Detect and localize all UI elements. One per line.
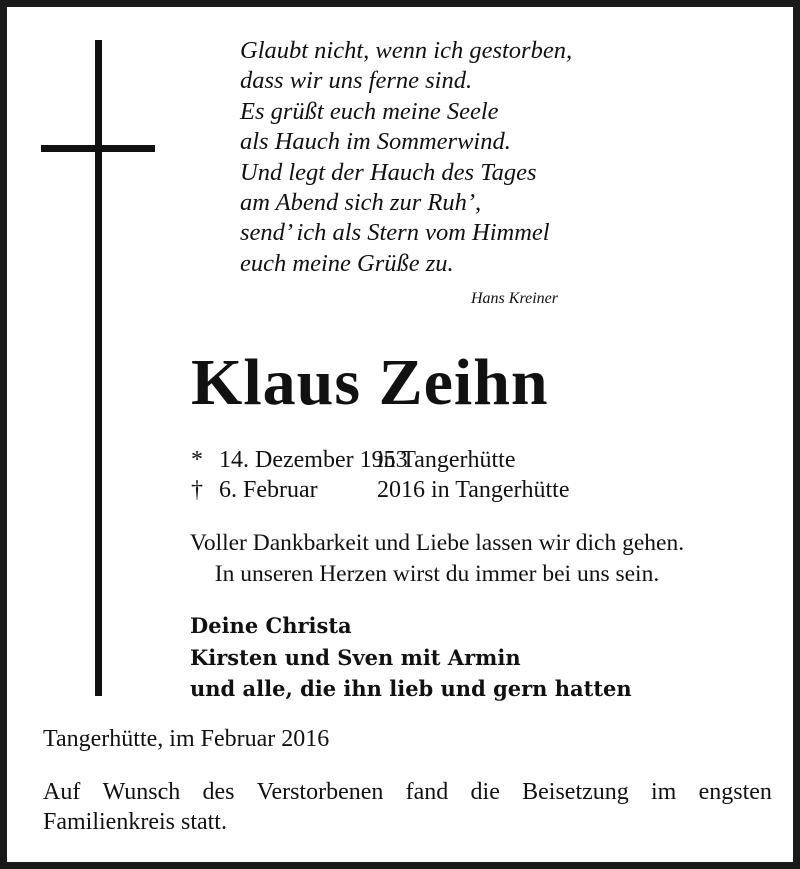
poem-line: am Abend sich zur Ruh’, [240, 189, 482, 217]
notice-line-1 [43, 777, 772, 807]
notice-word: engsten [698, 779, 772, 805]
place-date: Tangerhütte, im Februar 2016 [43, 726, 330, 752]
poem-line: Glaubt nicht, wenn ich gestorben, [240, 37, 573, 64]
sentiment-text [147, 528, 727, 590]
notice-word: Beisetzung [522, 779, 629, 805]
poem-line: Es grüßt euch meine Seele [240, 97, 499, 125]
birth-place: in Tangerhütte [377, 447, 516, 473]
poem-line: euch meine Grüße zu. [240, 249, 454, 277]
family-line: und alle, die ihn lieb und gern hatten [190, 676, 632, 701]
cross-icon-horizontal-bar [41, 145, 155, 152]
death-date: 6. Februar [219, 477, 318, 503]
notice-line-2: Familienkreis statt. [43, 809, 227, 835]
notice-word: Wunsch [102, 779, 181, 805]
notice-word: im [651, 779, 677, 805]
poem-line: dass wir uns ferne sind. [240, 67, 473, 95]
sentiment-line: In unseren Herzen wirst du immer bei uns sein. [214, 561, 660, 587]
birth-symbol: * [191, 447, 203, 473]
death-symbol: † [191, 477, 203, 503]
deceased-name: Klaus Zeihn [191, 346, 549, 419]
death-row [191, 475, 570, 505]
poem-author: Hans Kreiner [471, 290, 558, 307]
poem-line: send’ ich als Stern vom Himmel [240, 219, 550, 247]
notice-word: Auf [43, 779, 81, 805]
notice-word: Verstorbenen [256, 779, 384, 805]
birth-row [191, 445, 516, 475]
birth-date: 14. Dezember 1953 [219, 447, 408, 473]
notice-word: die [470, 779, 500, 805]
death-place: 2016 in Tangerhütte [377, 477, 570, 503]
family-line: Deine Christa [190, 613, 352, 638]
notice-word: des [202, 779, 235, 805]
poem-line: als Hauch im Sommerwind. [240, 128, 511, 156]
sentiment-line: Voller Dankbarkeit und Liebe lassen wir dich gehen. [189, 530, 685, 556]
poem [240, 36, 572, 279]
poem-line: Und legt der Hauch des Tages [240, 158, 537, 186]
cross-icon-vertical-bar [95, 40, 102, 696]
family-signature [190, 610, 632, 705]
notice-word: fand [405, 779, 449, 805]
family-line: Kirsten und Sven mit Armin [190, 644, 521, 670]
burial-notice [43, 777, 772, 837]
life-dates [191, 445, 570, 505]
